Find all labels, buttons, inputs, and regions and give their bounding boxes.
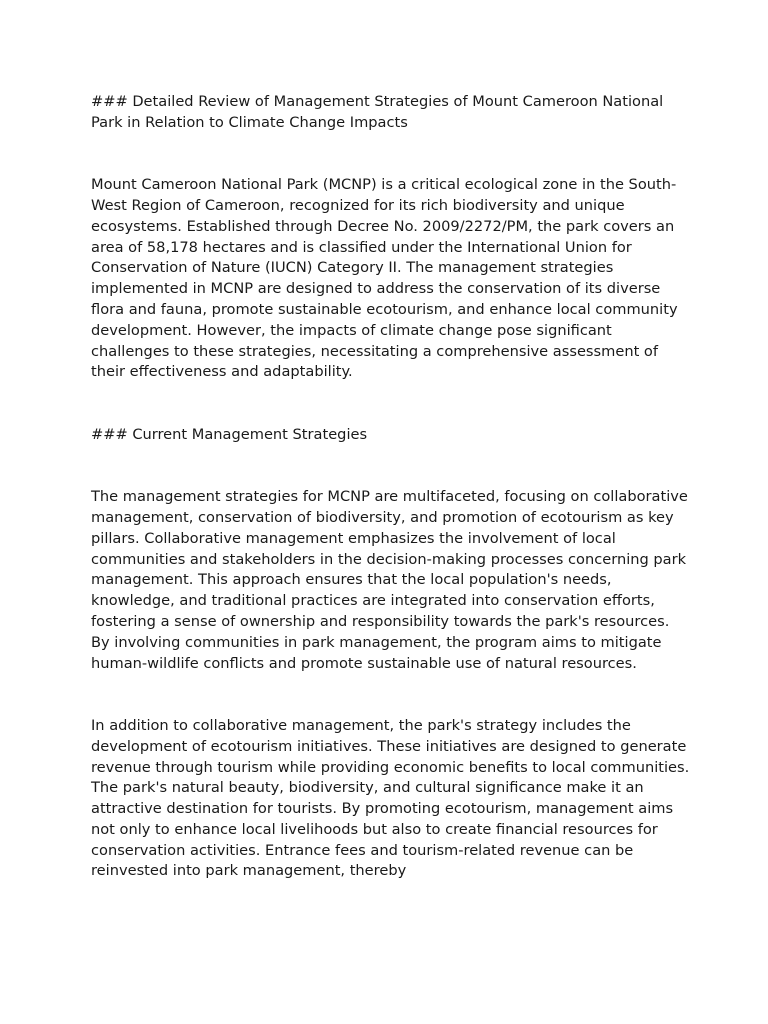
document-body	[91, 92, 691, 924]
intro-paragraph: Mount Cameroon National Park (MCNP) is a critical ecological zone in the South-West Region of Cameroon, recognized for its rich biodiversity and unique ecosystems. Established through Decree No. 2009/2272/PM, the park covers an area of 58,178 hectares and is classified under the International Union for Conservation of Nature (IUCN) Category II. The management strategies implemented in MCNP are designed to address the conservation of its diverse flora and fauna, promote sustainable ecotourism, and enhance local community development. However, the impacts of climate change pose significant challenges to these strategies, necessitating a comprehensive assessment of their effectiveness and adaptability.	[91, 176, 678, 381]
strategies-paragraph: The management strategies for MCNP are multifaceted, focusing on collaborative management, conservation of biodiversity, and promotion of ecotourism as key pillars. Collaborative management emphasizes the involvement of local communities and stakeholders in the decision-making processes concerning park management. This approach ensures that the local population's needs, knowledge, and traditional practices are integrated into conservation efforts, fostering a sense of ownership and responsibility towards the park's resources. By involving communities in park management, the program aims to mitigate human-wildlife conflicts and promote sustainable use of natural resources.	[91, 488, 688, 672]
ecotourism-paragraph: In addition to collaborative management, the park's strategy includes the development of ecotourism initiatives. These initiatives are designed to generate revenue through tourism while providing economic benefits to local communities. The park's natural beauty, biodiversity, and cultural significance make it an attractive destination for tourists. By promoting ecotourism, management aims not only to enhance local livelihoods but also to create financial resources for conservation activities. Entrance fees and tourism-related revenue can be reinvested into park management, thereby	[91, 716, 690, 880]
section-heading-current-strategies: ### Current Management Strategies	[91, 425, 368, 443]
document-title: ### Detailed Review of Management Strategies of Mount Cameroon National Park in Relation to Climate Change Impacts	[91, 93, 664, 131]
